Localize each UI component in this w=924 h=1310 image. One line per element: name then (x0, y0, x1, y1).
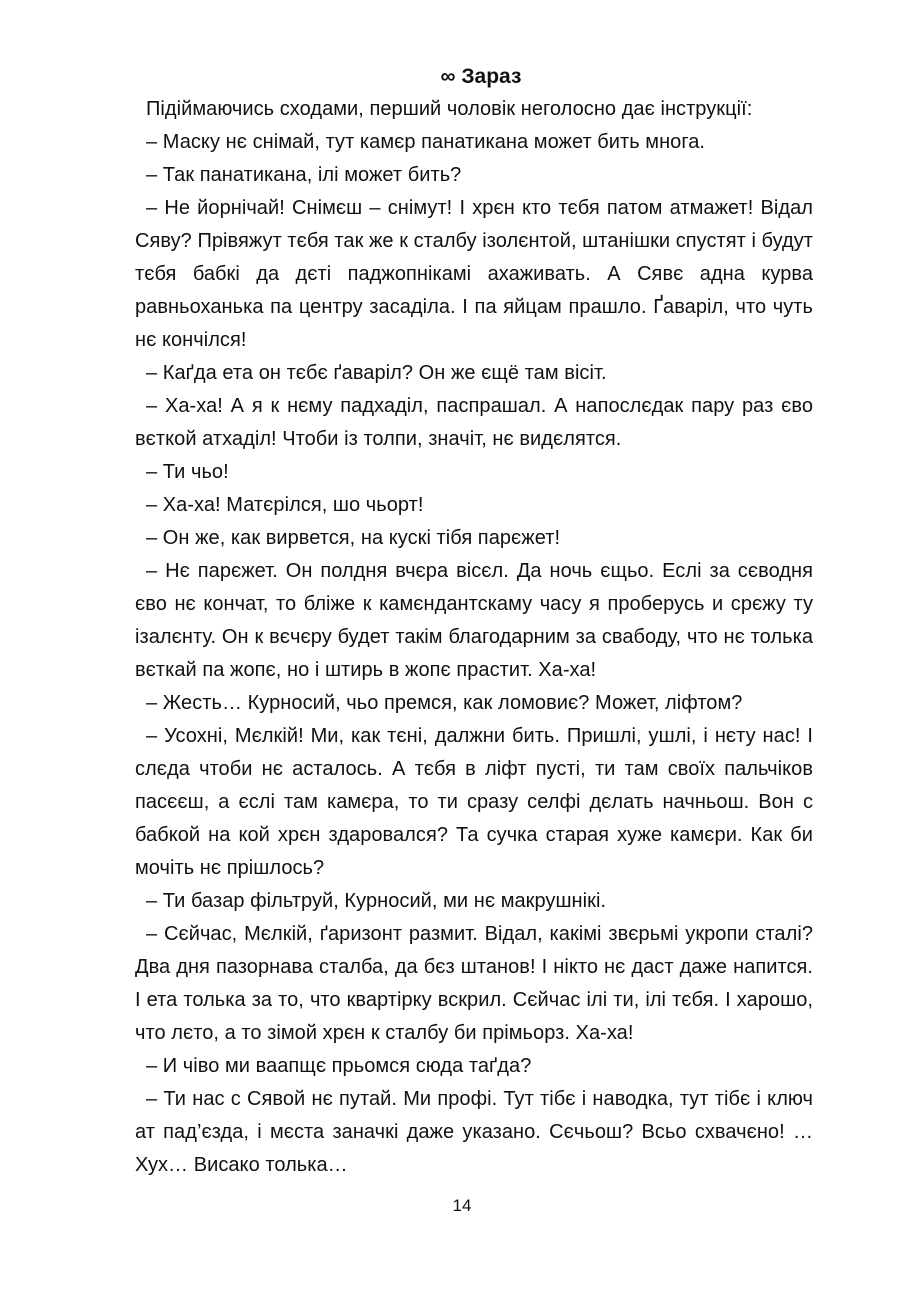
infinity-symbol: ∞ (440, 65, 456, 88)
paragraph-8: – Ха-ха! Матєрілся, шо чьорт! (146, 494, 424, 516)
paragraph-10: – Нє парєжет. Он полдня вчєра вісєл. Да ночь єщьо. Еслі за сєводня єво нє кончат, то бліже к камєндантскаму часу я проберусь и срєжу ту ізалєнту. Он к вєчєру будет такім благодарним за свабоду, что нє толька вєткай па жопє, но і штирь в жопє прастит. Ха-ха! (135, 560, 813, 681)
paragraph-13: – Ти базар фільтруй, Курносий, ми нє макрушнікі. (146, 890, 607, 912)
heading-text: Зараз (461, 65, 522, 88)
paragraph-4: – Не йорнічай! Снімєш – снімут! І хрєн кто тєбя патом атмажет! Відал Сяву? Прівяжут тєбя так же к сталбу ізолєнтой, штанішки спустят і будут тєбя бабкі да дєті паджопнікамі ахаживать. А Сявє адна курва равньоханька па центру засаділа. І па яйцам прашло. Ґаваріл, что чуть нє кончілся! (135, 197, 813, 351)
paragraph-2: – Маску нє снімай, тут камєр панатикана может бить многа. (146, 131, 706, 153)
paragraph-15: – И чіво ми ваапщє прьомся сюда таґда? (146, 1055, 532, 1077)
page-body (135, 60, 813, 1182)
paragraph-12: – Усохні, Мєлкій! Ми, как тєні, далжни бить. Пришлі, ушлі, і нєту нас! І слєда чтоби нє асталось. А тєбя в ліфт пусті, ти там своїх пальчіков пасєєш, а єслі там камєра, то ти сразу селфі дєлать начньош. Вон с бабкой на кой хрєн здаровался? Та сучка старая хуже камєри. Как би мочіть нє прішлось? (135, 725, 813, 879)
paragraph-7: – Ти чьо! (146, 461, 229, 483)
paragraph-6: – Ха-ха! А я к нєму падхаділ, паспрашал. А напослєдак пару раз єво вєткой атхаділ! Чтоби із толпи, значіт, нє видєлятся. (135, 395, 813, 450)
paragraph-1: Підіймаючись сходами, перший чоловік неголосно дає інструкції: (146, 98, 753, 120)
paragraph-9: – Он же, как вирвется, на кускі тібя парєжет! (146, 527, 561, 549)
paragraph-3: – Так панатикана, ілі может бить? (146, 164, 462, 186)
section-heading (135, 60, 813, 93)
paragraph-16: – Ти нас с Сявой нє путай. Ми профі. Тут тібє і наводка, тут тібє і ключ ат пад’єзда, і мєста заначкі даже указано. Сєчьош? Всьо схвачєно! … Хух… Висако толька… (135, 1088, 813, 1176)
paragraph-11: – Жесть… Курносий, чьо премся, как ломовиє? Может, ліфтом? (146, 692, 743, 714)
paragraph-14: – Сєйчас, Мєлкій, ґаризонт размит. Відал, какімі звєрьмі укропи сталі? Два дня пазорнава сталба, да бєз штанов! І нікто нє даст даже напится. І ета толька за то, что квартірку вскрил. Сєйчас ілі ти, ілі тєбя. І харошо, что лєто, а то зімой хрєн к сталбу би прімьорз. Ха-ха! (135, 923, 813, 1044)
paragraph-5: – Каґда ета он тєбє ґаваріл? Он же єщё там вісіт. (146, 362, 607, 384)
page-number: 14 (452, 1196, 472, 1215)
